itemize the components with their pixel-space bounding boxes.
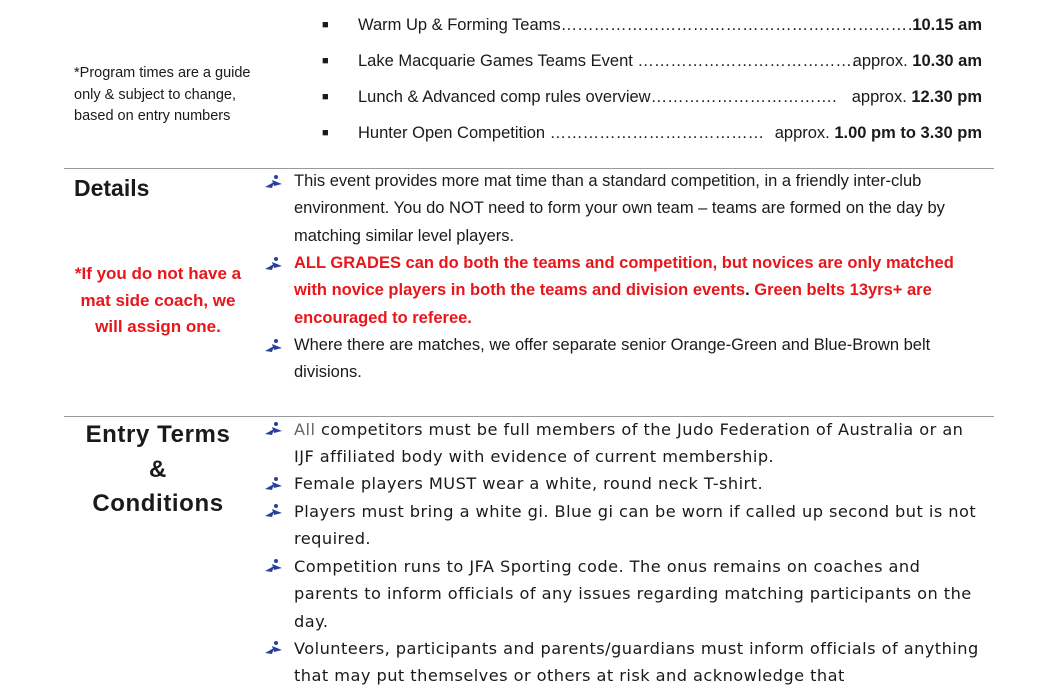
- schedule-item-time: 10.15 am: [912, 16, 982, 34]
- details-item: This event provides more mat time than a standard competition, in a friendly inter-club environment. You do NOT need to form your own team – teams are formed on the day by matching similar level players.: [294, 172, 945, 245]
- grades-rule-text: ALL GRADES can do both the teams and competition, but novices are only matched with novice players in both the teams and division events: [294, 254, 954, 300]
- entry-terms-heading: Entry Terms & Conditions: [85, 421, 231, 517]
- details-item: Where there are matches, we offer separate senior Orange-Green and Blue-Brown belt divisions.: [294, 336, 931, 382]
- square-bullet-icon: ■: [322, 127, 329, 139]
- schedule-item-time: approx. 12.30 pm: [851, 88, 982, 106]
- arrow-bullet-icon: [263, 420, 285, 438]
- program-times-note: *Program times are a guide only & subject to change, based on entry numbers: [74, 65, 251, 124]
- schedule-item-label: Hunter Open Competition …………………………………: [358, 124, 765, 142]
- schedule-item-time: approx. 10.30 am: [852, 52, 982, 70]
- details-heading: Details: [74, 175, 150, 201]
- entry-term-item: Volunteers, participants and parents/guardians must inform officials of anything that may put themselves or others at risk and acknowledge that: [294, 639, 979, 686]
- square-bullet-icon: ■: [322, 55, 329, 67]
- arrow-bullet-icon: [263, 502, 285, 520]
- schedule-row: [322, 85, 982, 109]
- arrow-bullet-icon: [263, 255, 285, 273]
- schedule-item-time: approx. 1.00 pm to 3.30 pm: [774, 124, 982, 142]
- entry-term-item: Players must bring a white gi. Blue gi can be worn if called up second but is not required.: [294, 502, 977, 549]
- arrow-bullet-icon: [263, 639, 285, 657]
- details-item: ALL GRADES can do both the teams and competition, but novices are only matched with novice players in both the teams and division events. Green belts 13yrs+ are encouraged to referee.: [294, 254, 954, 327]
- schedule-row: [322, 13, 982, 37]
- schedule-item-label: Lake Macquarie Games Teams Event ………………………………….: [358, 52, 857, 70]
- schedule-item-label: Warm Up & Forming Teams………………………………………………………….: [358, 16, 929, 34]
- arrow-bullet-icon: [263, 173, 285, 191]
- arrow-bullet-icon: [263, 337, 285, 355]
- coach-note: *If you do not have a mat side coach, we will assign one.: [74, 264, 242, 336]
- arrow-bullet-icon: [263, 557, 285, 575]
- entry-term-item: Competition runs to JFA Sporting code. The onus remains on coaches and parents to inform officials of any issues regarding matching participants on the day.: [294, 557, 972, 631]
- referee-note-text: Green belts 13yrs+ are encouraged to referee.: [294, 281, 932, 327]
- entry-term-item: Female players MUST wear a white, round neck T-shirt.: [294, 474, 764, 493]
- schedule-item-label: Lunch & Advanced comp rules overview…………………………….: [358, 88, 837, 106]
- schedule-row: [322, 121, 982, 145]
- square-bullet-icon: ■: [322, 91, 329, 103]
- entry-term-item: All competitors must be full members of the Judo Federation of Australia or an IJF affiliated body with evidence of current membership.: [294, 420, 964, 467]
- schedule-row: [322, 49, 982, 73]
- arrow-bullet-icon: [263, 475, 285, 493]
- square-bullet-icon: ■: [322, 19, 329, 31]
